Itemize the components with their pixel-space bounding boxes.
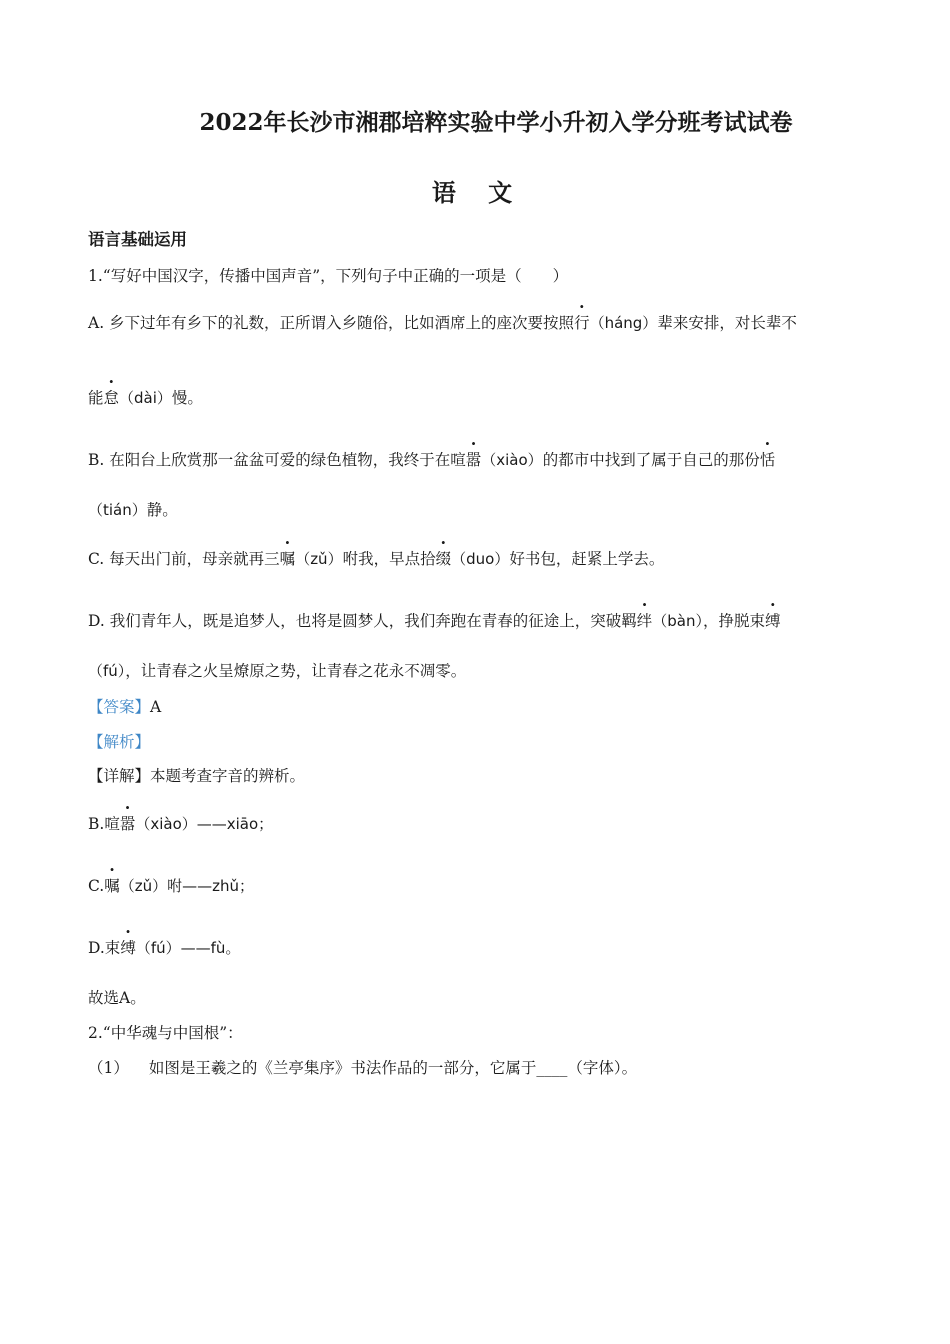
pinyin: （xiào） <box>481 451 543 469</box>
dotted-character: 缚 <box>765 612 781 630</box>
text-span: ，让青春之火呈燎原之势，让青春之花永不凋零。 <box>125 662 467 680</box>
text-span: A. 乡下过年有乡下的礼数，正所谓入乡随俗，比如酒席上的座次要按照 <box>88 314 575 332</box>
dotted-character: 嘱 <box>104 877 120 895</box>
text-span: D. 我们青年人，既是追梦人，也将是圆梦人，我们奔跑在青春的征途上，突破羁 <box>88 612 637 630</box>
answer-value: A <box>150 698 162 716</box>
text-span: 的都市中找到了属于自己的那份 <box>542 451 760 469</box>
pinyin: （xiào） <box>135 815 197 833</box>
text-span: B.喧 <box>88 815 120 833</box>
text-span: 咐——zhǔ； <box>167 877 255 895</box>
text-span: ——xiāo； <box>196 815 274 833</box>
pinyin: （fú） <box>88 662 126 680</box>
option-d-line-1 <box>88 610 781 632</box>
text-span: B. 在阳台上欣赏那一盆盆可爱的绿色植物，我终于在喧 <box>88 451 466 469</box>
answer-line <box>88 696 161 718</box>
sub-question-text: 如图是王羲之的《兰亭集序》书法作品的一部分，它属于____（字体）。 <box>148 1059 638 1077</box>
explanation-c <box>88 875 254 897</box>
text-span: 能 <box>88 389 104 407</box>
pinyin: （tián） <box>88 501 147 519</box>
dotted-character: 怠 <box>103 389 120 407</box>
answer-tag: 【答案】 <box>88 698 151 716</box>
option-c <box>88 548 664 570</box>
dotted-character: 恬 <box>759 451 776 469</box>
option-a-line-1 <box>88 312 797 334</box>
option-d-line-2 <box>88 660 466 682</box>
sub-question-number: （1） <box>88 1059 129 1077</box>
text-span: D.束 <box>88 939 121 957</box>
dotted-character: 嚣 <box>119 815 136 833</box>
dotted-character: 缀 <box>435 550 452 568</box>
pinyin: （háng） <box>589 314 658 332</box>
dotted-character: 行 <box>574 314 590 332</box>
text-span: C. <box>88 877 105 895</box>
text-span: 咐我，早点拾 <box>342 550 436 568</box>
text-span: 静。 <box>146 501 178 519</box>
text-span: ——fù。 <box>180 939 241 957</box>
dotted-character: 缚 <box>120 939 136 957</box>
dotted-character: 绊 <box>636 612 653 630</box>
pinyin: （fú） <box>135 939 181 957</box>
pinyin: （zǔ） <box>295 550 343 568</box>
text-span: 好书包，赶紧上学去。 <box>509 550 665 568</box>
text-span: 慢。 <box>171 389 203 407</box>
section-heading: 语言基础运用 <box>88 230 187 249</box>
choose-line: 故选A。 <box>88 989 146 1007</box>
question-1-stem: 1.“写好中国汉字，传播中国声音”，下列句子中正确的一项是（ ） <box>88 267 569 285</box>
explanation-d <box>88 937 240 959</box>
pinyin: （bàn） <box>652 612 703 630</box>
analysis-tag: 【解析】 <box>88 733 151 751</box>
option-b-line-2 <box>88 499 178 521</box>
document-title: 2022年长沙市湘郡培粹实验中学小升初入学分班考试试卷 <box>199 109 793 136</box>
subject-title: 语 文 <box>431 178 525 207</box>
text-span: 辈来安排，对长辈不 <box>657 314 797 332</box>
text-span: C. 每天出门前，母亲就再三 <box>88 550 280 568</box>
detail-line: 【详解】本题考查字音的辨析。 <box>88 767 306 785</box>
dotted-character: 嚣 <box>465 451 482 469</box>
text-span: ，挣脱束 <box>702 612 765 630</box>
dotted-character: 嘱 <box>279 550 296 568</box>
explanation-b <box>88 813 273 835</box>
pinyin: （dài） <box>119 389 172 407</box>
option-a-line-2 <box>88 387 203 409</box>
pinyin: （zǔ） <box>119 877 168 895</box>
question-2-stem: 2.“中华魂与中国根”： <box>88 1024 243 1042</box>
pinyin: （duo） <box>451 550 510 568</box>
option-b-line-1 <box>88 449 775 471</box>
question-2-sub-1 <box>88 1057 637 1079</box>
